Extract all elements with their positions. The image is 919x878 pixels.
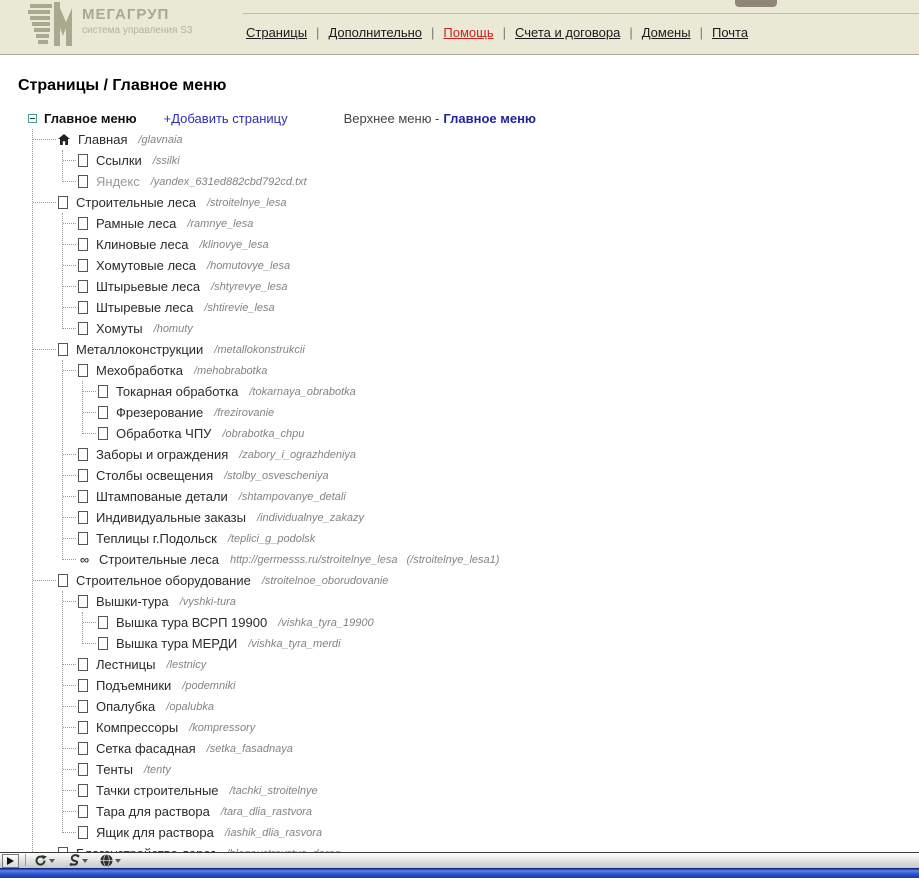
- tree-row[interactable]: [63, 696, 919, 717]
- page-link[interactable]: Тенты: [96, 762, 133, 777]
- page-icon: [78, 490, 88, 503]
- tree-node: [63, 234, 919, 255]
- tree-node: [63, 696, 919, 717]
- tree-node: [33, 339, 919, 570]
- tree-row[interactable]: [63, 675, 919, 696]
- page-icon: [78, 742, 88, 755]
- nav-link-1[interactable]: Страницы: [246, 25, 308, 40]
- page-link[interactable]: Тачки строительные: [96, 783, 219, 798]
- page-slug-alias: (/stroitelnye_lesa1): [406, 553, 500, 566]
- page-slug: /vishka_tyra_19900: [278, 616, 374, 629]
- page-icon: [78, 532, 88, 545]
- refresh-icon: [34, 854, 47, 867]
- page-slug: /yandex_631ed882cbd792cd.txt: [150, 175, 307, 188]
- page-link[interactable]: Вышка тура МЕРДИ: [116, 636, 238, 651]
- tree-node: [63, 255, 919, 276]
- page-link[interactable]: Токарная обработка: [116, 384, 239, 399]
- page-slug: /klinovye_lesa: [199, 238, 269, 251]
- page-slug: /stroitelnye_lesa: [206, 196, 287, 209]
- content-area: [0, 55, 919, 853]
- tree-node: [63, 801, 919, 822]
- page-slug: /ramnye_lesa: [187, 217, 254, 230]
- header: [0, 0, 919, 55]
- statusbar-separator: [25, 854, 26, 866]
- play-icon: [7, 857, 14, 865]
- tree-row[interactable]: [63, 822, 919, 843]
- tree-row[interactable]: [83, 423, 919, 444]
- page-slug: /shtyrevye_lesa: [211, 280, 288, 293]
- tree-node: [63, 465, 919, 486]
- page-icon: [98, 427, 108, 440]
- nav-link-3[interactable]: Помощь: [443, 25, 494, 40]
- tree-node: [63, 717, 919, 738]
- root-menu-label[interactable]: Главное меню: [44, 111, 137, 126]
- tree-children: [82, 381, 919, 444]
- tree-row[interactable]: [63, 591, 919, 612]
- page-slug: /iashik_dlia_rasvora: [224, 826, 323, 839]
- tree-node: [33, 129, 919, 192]
- page-link[interactable]: Ссылки: [96, 153, 142, 168]
- page-link[interactable]: Обработка ЧПУ: [116, 426, 212, 441]
- nav-separator: |: [502, 25, 507, 40]
- nav-separator: |: [316, 25, 320, 40]
- statusbar-icons: [34, 853, 129, 868]
- page-icon: [58, 574, 68, 587]
- logo-title: МЕГАГРУП: [82, 6, 170, 23]
- page-icon: [78, 721, 88, 734]
- main-nav: [246, 25, 748, 40]
- page-link[interactable]: Штырьевые леса: [96, 279, 201, 294]
- page-icon: [78, 301, 88, 314]
- page-icon: [78, 784, 88, 797]
- page-icon: [78, 259, 88, 272]
- nav-separator: |: [629, 25, 633, 40]
- page-slug: /lestnicy: [166, 658, 207, 671]
- tree-row[interactable]: [63, 297, 919, 318]
- page-link[interactable]: Вышка тура ВСРП 19900: [116, 615, 268, 630]
- add-page-link[interactable]: +Добавить страницу: [163, 111, 288, 126]
- logo-mark-icon: [28, 2, 74, 52]
- chevron-down-icon: [82, 859, 88, 863]
- page-icon: [78, 826, 88, 839]
- chevron-down-icon: [49, 859, 55, 863]
- page-link[interactable]: Сетка фасадная: [96, 741, 196, 756]
- page-link[interactable]: Подъемники: [96, 678, 172, 693]
- tree-row[interactable]: [83, 381, 919, 402]
- tree-row[interactable]: [63, 528, 919, 549]
- page-icon: [78, 238, 88, 251]
- gesture-button[interactable]: [67, 854, 88, 867]
- page-icon: [78, 217, 88, 230]
- page-slug: /zabory_i_ograzhdeniya: [239, 448, 357, 461]
- tree-node: [33, 570, 919, 843]
- tree-row[interactable]: [63, 549, 919, 570]
- page-slug: /tokarnaya_obrabotka: [249, 385, 356, 398]
- link-icon: ∞: [79, 552, 90, 567]
- page-slug: /metallokonstrukcii: [214, 343, 305, 356]
- page-link[interactable]: Столбы освещения: [96, 468, 214, 483]
- page-slug: /shtirevie_lesa: [204, 301, 275, 314]
- page-slug: /tenty: [143, 763, 171, 776]
- nav-separator: |: [431, 25, 435, 40]
- tree-row[interactable]: [63, 255, 919, 276]
- page-link[interactable]: Опалубка: [96, 699, 156, 714]
- page-slug: /homutovye_lesa: [207, 259, 291, 272]
- page-icon: [78, 322, 88, 335]
- tree-row[interactable]: [63, 276, 919, 297]
- page-link[interactable]: Главная: [78, 132, 128, 147]
- nav-separator: |: [699, 25, 703, 40]
- tree-node: [63, 318, 919, 339]
- home-icon: [58, 134, 70, 145]
- menu-assignment-name[interactable]: Главное меню: [443, 111, 537, 126]
- page-slug: /vishka_tyra_merdi: [248, 637, 341, 650]
- tree-children: [62, 591, 919, 843]
- page-slug: /frezirovanie: [214, 406, 275, 419]
- tree-node: [83, 633, 919, 654]
- nav-link-4[interactable]: Счета и договора: [515, 25, 621, 40]
- tree-row[interactable]: [63, 213, 919, 234]
- tree-node: [63, 444, 919, 465]
- page-link[interactable]: Металлоконструкции: [76, 342, 204, 357]
- page-slug: /tara_dlia_rastvora: [220, 805, 312, 818]
- tree-row[interactable]: [33, 339, 919, 360]
- page-slug: /homuty: [153, 322, 193, 335]
- tree-row[interactable]: [63, 360, 919, 381]
- gesture-icon: [67, 854, 80, 867]
- tree-node: [63, 780, 919, 801]
- page-icon: [78, 595, 88, 608]
- page-link[interactable]: Штыревые леса: [96, 300, 194, 315]
- page-icon: [78, 679, 88, 692]
- page-slug: /ssilki: [152, 154, 180, 167]
- page-slug: /setka_fasadnaya: [206, 742, 293, 755]
- play-button[interactable]: [2, 854, 19, 868]
- page-slug: /opalubka: [166, 700, 214, 713]
- tree-node: [63, 150, 919, 171]
- page-slug: /glavnaia: [138, 133, 183, 146]
- taskbar-strip: [0, 868, 919, 878]
- tree-row[interactable]: [33, 570, 919, 591]
- page-link[interactable]: Компрессоры: [96, 720, 179, 735]
- tree-row[interactable]: [63, 759, 919, 780]
- menu-assignment: [344, 111, 536, 126]
- page-icon: [58, 343, 68, 356]
- tree-node: [63, 759, 919, 780]
- page-link[interactable]: Ящик для раствора: [96, 825, 214, 840]
- tree-node: [63, 528, 919, 549]
- page-link[interactable]: Теплицы г.Подольск: [96, 531, 217, 546]
- page-link[interactable]: Индивидуальные заказы: [96, 510, 246, 525]
- page-link[interactable]: Заборы и ограждения: [96, 447, 229, 462]
- tree-root-row[interactable]: [28, 108, 919, 129]
- page-link[interactable]: Яндекс: [96, 174, 140, 189]
- browser-fragment: [735, 0, 777, 7]
- page-icon: [78, 448, 88, 461]
- page-link[interactable]: Хомуты: [96, 321, 143, 336]
- page-link[interactable]: Рамные леса: [96, 216, 177, 231]
- tree-row[interactable]: [63, 717, 919, 738]
- nav-divider: [243, 13, 919, 14]
- page-icon: [98, 637, 108, 650]
- tree-row[interactable]: [33, 192, 919, 213]
- tree-row[interactable]: [63, 171, 919, 192]
- tree-row[interactable]: [83, 633, 919, 654]
- page-title: Страницы / Главное меню: [18, 77, 227, 94]
- tree-node: [63, 276, 919, 297]
- page-slug: /mehobrabotka: [193, 364, 268, 377]
- page-slug: /stolby_osvescheniya: [224, 469, 329, 482]
- tree-row[interactable]: [63, 486, 919, 507]
- tree-row[interactable]: [63, 234, 919, 255]
- page-link[interactable]: Штампованые детали: [96, 489, 228, 504]
- page-slug: /stroitelnoe_oborudovanie: [261, 574, 389, 587]
- tree-children: [62, 213, 919, 339]
- tree-node: [33, 192, 919, 339]
- tree-row[interactable]: [63, 318, 919, 339]
- tree-row[interactable]: [33, 129, 919, 150]
- tree-node: [63, 675, 919, 696]
- nav-link-5[interactable]: Домены: [641, 25, 691, 40]
- tree-node: [83, 402, 919, 423]
- tree-node: [83, 612, 919, 633]
- page-link[interactable]: Строительные леса: [99, 552, 219, 567]
- tree-children: [62, 360, 919, 570]
- tree-row[interactable]: [63, 780, 919, 801]
- page-link[interactable]: Фрезерование: [116, 405, 204, 420]
- tree-children: [32, 129, 919, 864]
- tree-node: [83, 423, 919, 444]
- page-icon: [98, 385, 108, 398]
- page-icon: [78, 364, 88, 377]
- page-icon: [78, 700, 88, 713]
- page-slug: /shtampovanye_detali: [238, 490, 346, 503]
- tree-row[interactable]: [63, 507, 919, 528]
- page-icon: [78, 154, 88, 167]
- page-slug: /kompressory: [189, 721, 256, 734]
- page-slug: /podemniki: [182, 679, 236, 692]
- tree-node: [63, 213, 919, 234]
- page-link[interactable]: Хомутовые леса: [96, 258, 197, 273]
- tree-row[interactable]: [63, 801, 919, 822]
- page-slug: /tachki_stroitelnye: [229, 784, 318, 797]
- tree-row[interactable]: [63, 150, 919, 171]
- page-link[interactable]: Строительные леса: [76, 195, 196, 210]
- chevron-down-icon: [115, 859, 121, 863]
- tree-row[interactable]: [63, 444, 919, 465]
- tree-node: [63, 822, 919, 843]
- page-link[interactable]: Лестницы: [96, 657, 156, 672]
- page-link[interactable]: Мехобработка: [96, 363, 183, 378]
- page-icon: [78, 763, 88, 776]
- nav-link-6[interactable]: Почта: [711, 25, 749, 40]
- page-link[interactable]: Тара для раствора: [96, 804, 210, 819]
- page-tree: [28, 108, 919, 864]
- page-icon: [98, 616, 108, 629]
- page-icon: [78, 658, 88, 671]
- page-icon: [78, 280, 88, 293]
- globe-icon: [100, 854, 113, 867]
- tree-node: [63, 591, 919, 654]
- megagroup-logo: [28, 2, 192, 52]
- page-icon: [98, 406, 108, 419]
- tree-node: [63, 486, 919, 507]
- tree-row[interactable]: [83, 612, 919, 633]
- page-icon: [58, 196, 68, 209]
- logo-subtitle: система управления S3: [82, 25, 193, 36]
- tree-node: [63, 654, 919, 675]
- tree-row[interactable]: [63, 738, 919, 759]
- page-slug: /individualnye_zakazy: [256, 511, 364, 524]
- tree-node: [83, 381, 919, 402]
- tree-node: [63, 360, 919, 444]
- tree-children: [62, 150, 919, 192]
- page-link[interactable]: Вышки-тура: [96, 594, 169, 609]
- page-icon: [78, 175, 88, 188]
- collapse-icon[interactable]: [28, 114, 37, 123]
- tree-children: [82, 612, 919, 654]
- page-slug: /vyshki-tura: [179, 595, 236, 608]
- page-icon: [78, 805, 88, 818]
- page-link[interactable]: Строительное оборудование: [76, 573, 251, 588]
- page-icon: [78, 469, 88, 482]
- tree-node: [63, 507, 919, 528]
- tree-row[interactable]: [63, 654, 919, 675]
- menu-assignment-prefix: Верхнее меню -: [343, 111, 440, 126]
- page-slug: /obrabotka_chpu: [222, 427, 305, 440]
- page-link[interactable]: Клиновые леса: [96, 237, 189, 252]
- tree-node: [63, 738, 919, 759]
- tree-row[interactable]: [63, 465, 919, 486]
- page-icon: [78, 511, 88, 524]
- tree-row[interactable]: [83, 402, 919, 423]
- nav-link-2[interactable]: Дополнительно: [328, 25, 423, 40]
- refresh-button[interactable]: [34, 854, 55, 867]
- page-slug: /teplici_g_podolsk: [227, 532, 316, 545]
- tree-node: [63, 171, 919, 192]
- page-slug: http://germesss.ru/stroitelnye_lesa: [229, 553, 398, 566]
- tree-node: [63, 297, 919, 318]
- status-bar: [0, 852, 919, 868]
- tree-node: [63, 549, 919, 570]
- globe-button[interactable]: [100, 854, 121, 867]
